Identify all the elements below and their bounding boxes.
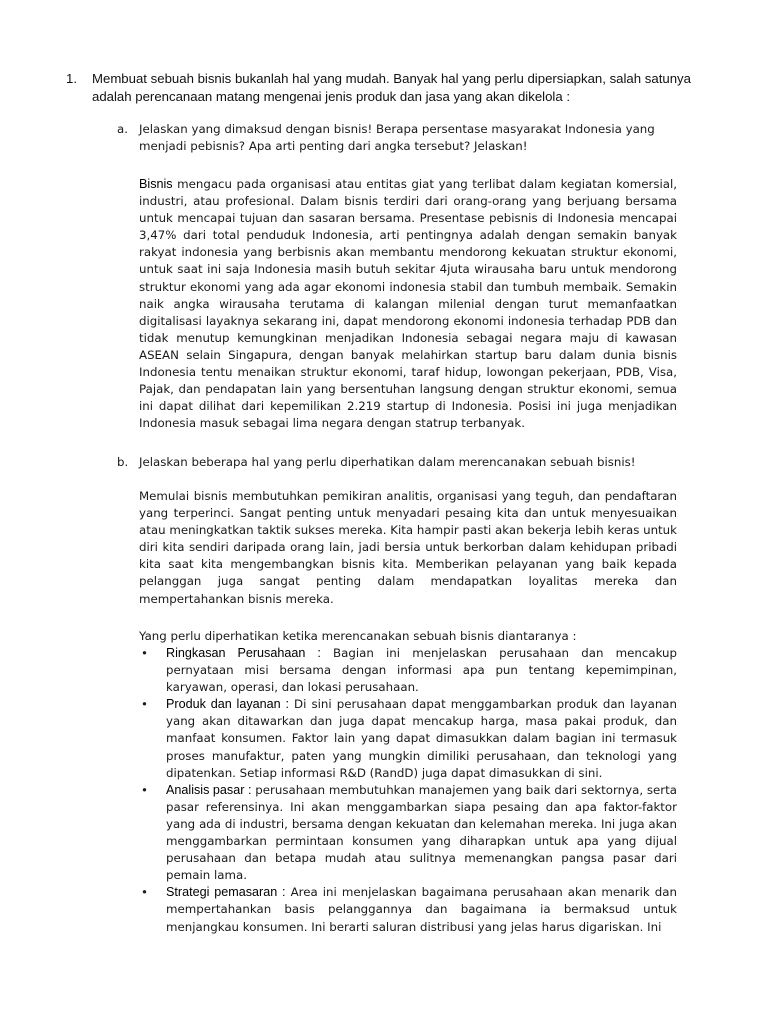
item-text: Bagian ini menjelaskan perusahaan dan mencakup pernyataan misi bersama dengan informasi apa pun tentang kepemimpinan, karyawan, operasi, dan lokasi perusahaan.	[166, 646, 677, 695]
answer-term-bisnis: Bisnis	[139, 177, 173, 191]
part-a-answer-text: mengacu pada organisasi atau entitas giat yang terlibat dalam kegiatan komersial, industri, atau profesional. Dalam bisnis terdiri dari orang-orang yang berjuang bersama untuk mencapai tujuan dan sasaran bersama. Presentase pebisnis di Indonesia mencapai 3,47% dari total penduduk Indonesia, arti pentingnya adalah dengan semakin banyak rakyat indonesia yang berbisnis akan membantu mendorong kekuatan struktur ekonomi, untuk saat ini saja Indonesia masih butuh sekitar 4juta wirausaha baru untuk mendorong struktur ekonomi yang ada agar ekonomi indonesia stabil dan tumbuh membaik. Semakin naik angka wirausaha terutama di kalangan milenial dengan turut memanfaatkan digitalisasi layaknya sekarang ini, dapat mendorong ekonomi indonesia terhadap PDB dan tidak menutup kemungkinan menjadikan Indonesia sebagai negara maju di kawasan ASEAN selain Singapura, dengan banyak melahirkan startup baru dalam dunia bisnis Indonesia tentu menaikan struktur ekonomi, taraf hidup, lowongan pekerjaan, PDB, Visa, Pajak, dan pendapatan lain yang bersentuhan langsung dengan struktur ekonomi, semua ini dapat dilihat dari kepemilikan 2.219 startup di Indonesia. Posisi ini juga menjadikan Indonesia masuk sebagai lima negara dengan statrup terbanyak.	[139, 177, 677, 431]
bullet-icon: •	[141, 782, 148, 797]
part-b-intro: Memulai bisnis membutuhkan pemikiran analitis, organisasi yang teguh, dan pendaftaran yang terperinci. Sangat penting untuk menyadari pesaing kita dan untuk menyesuaikan atau meningkatkan taktik sukses mereka. Kita hampir pasti akan bekerja lebih keras untuk diri kita sendiri daripada orang lain, jadi bersia untuk berkorban dalam kehidupan pribadi kita saat kita mengembangkan bisnis kita. Memberikan pelayanan yang baik kepada pelanggan juga sangat penting dalam mendapatkan loyalitas mereka dan mempertahankan bisnis mereka.	[139, 489, 677, 606]
part-b-question	[117, 454, 677, 471]
item-term: Ringkasan Perusahaan :	[166, 646, 321, 660]
item-text: Di sini perusahaan dapat menggambarkan produk dan layanan yang akan ditawarkan dan juga dapat mencakup harga, masa pakai produk, dan manfaat konsumen. Faktor lain yang dapat dimasukkan dalam bagian ini termasuk proses manufaktur, paten yang mungkin dimiliki perusahaan, dan teknologi yang dipatenkan. Setiap informasi R&D (RandD) juga dapat dimasukkan di sini.	[166, 697, 677, 780]
list-intro: Yang perlu diperhatikan ketika merencanakan sebuah bisnis diantaranya :	[139, 629, 577, 643]
list-item	[139, 884, 677, 935]
list-item	[139, 782, 677, 885]
bullet-icon: •	[141, 697, 148, 712]
list-item	[139, 645, 677, 696]
question-number: 1.	[66, 71, 77, 86]
part-a-answer	[139, 176, 677, 432]
item-text: perusahaan membutuhkan manajemen yang baik dari sektornya, serta pasar referensinya. Ini akan menggambarkan siapa pesaing dan apa faktor-faktor yang ada di industri, bersama dengan kekuatan dan kelemahan mereka. Ini juga akan menggambarkan permintaan konsumen yang diharapkan untuk apa yang dijual perusahaan dan betapa mudah atau sulitnya memenangkan pangsa pasar dari pemain lama.	[166, 782, 677, 883]
list-item	[139, 696, 677, 781]
item-text: Area ini menjelaskan bagaimana perusahaan akan menarik dan mempertahankan basis pelanggannya dan bagaimana ia bermaksud untuk menjangkau konsumen. Ini berarti saluran distribusi yang jelas harus digariskan. Ini	[166, 885, 678, 934]
bullet-icon: •	[141, 646, 148, 660]
considerations-list	[139, 645, 677, 936]
item-term: Analisis pasar :	[166, 782, 252, 797]
part-b-label: b.	[117, 455, 129, 469]
part-a-question	[117, 121, 677, 155]
part-a-question-text: Jelaskan yang dimaksud dengan bisnis! Berapa persentase masyarakat Indonesia yang menjadi pebisnis? Apa arti penting dari angka tersebut? Jelaskan!	[139, 122, 655, 154]
part-a-label: a.	[117, 122, 128, 136]
part-b-question-text: Jelaskan beberapa hal yang perlu diperhatikan dalam merencanakan sebuah bisnis!	[139, 455, 636, 469]
question-1	[66, 70, 706, 105]
item-term: Strategi pemasaran :	[166, 885, 286, 900]
question-text: Membuat sebuah bisnis bukanlah hal yang mudah. Banyak hal yang perlu dipersiapkan, salah satunya adalah perencanaan matang mengenai jenis produk dan jasa yang akan dikelola :	[92, 71, 691, 104]
item-term: Produk dan layanan :	[166, 697, 289, 712]
bullet-icon: •	[141, 885, 148, 900]
